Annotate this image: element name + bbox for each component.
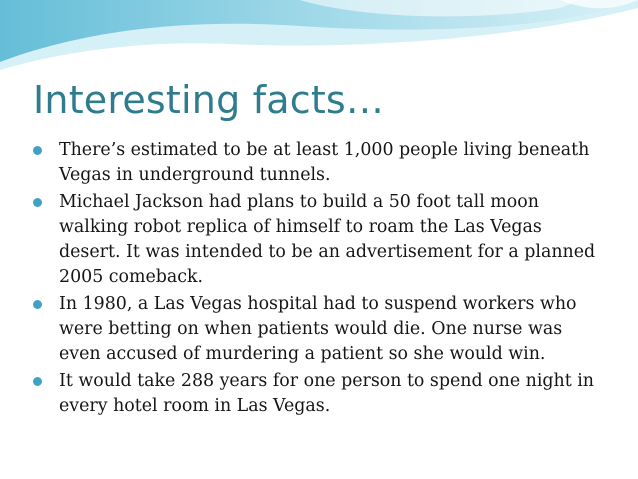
- bullet-item: [22, 292, 608, 367]
- bullet-item: [22, 369, 608, 419]
- bullet-list: [22, 138, 608, 421]
- bullet-text: In 1980, a Las Vegas hospital had to suspend workers who were betting on when patients would die. One nurse was even accused of murdering a patient so she would win.: [59, 294, 577, 364]
- bullet-item: [22, 190, 608, 290]
- bullet-item: [22, 138, 608, 188]
- bullet-dot-icon: [33, 377, 42, 386]
- bullet-dot-icon: [33, 146, 42, 155]
- bullet-text: Michael Jackson had plans to build a 50 foot tall moon walking robot replica of himself to roam the Las Vegas desert. It was intended to be an advertisement for a planned 2005 comeback.: [59, 192, 596, 287]
- bullet-dot-icon: [33, 300, 42, 309]
- bullet-text: There’s estimated to be at least 1,000 people living beneath Vegas in underground tunnels.: [59, 140, 590, 185]
- bullet-dot-icon: [33, 198, 42, 207]
- header-wave-decoration: [0, 0, 638, 75]
- bullet-text: It would take 288 years for one person to spend one night in every hotel room in Las Vegas.: [59, 371, 595, 416]
- slide-title: Interesting facts…: [33, 78, 385, 122]
